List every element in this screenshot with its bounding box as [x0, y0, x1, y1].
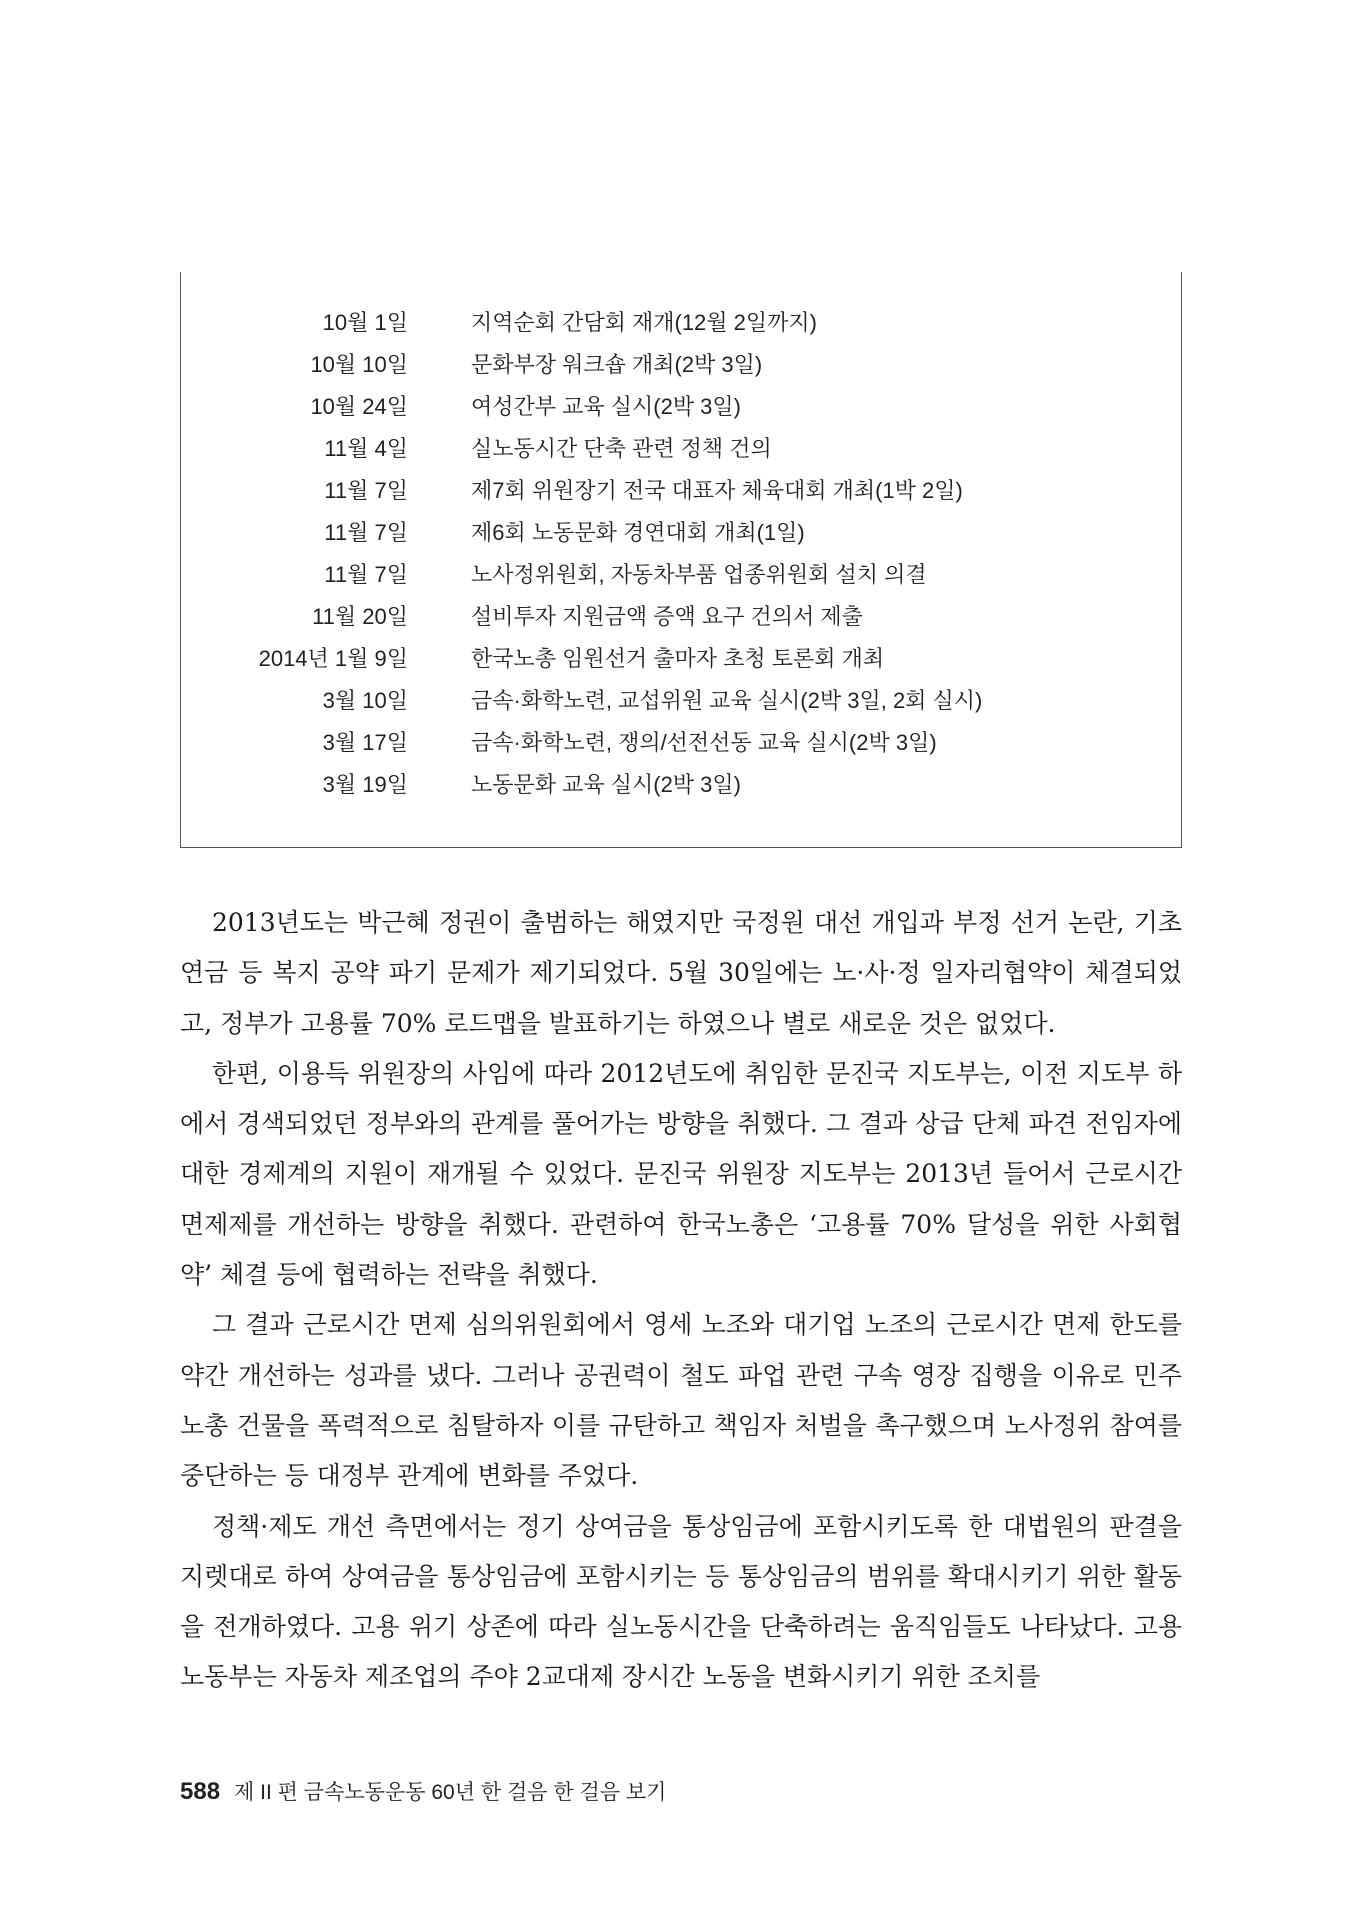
chronology-event: 여성간부 교육 실시(2박 3일): [471, 393, 741, 419]
chronology-date: 3월 17일: [322, 729, 408, 755]
chronology-row: [181, 384, 1181, 426]
chronology-event: 노동문화 교육 실시(2박 3일): [471, 771, 741, 797]
chronology-row: [181, 300, 1181, 342]
chronology-row: [181, 468, 1181, 510]
page-footer: [180, 1776, 666, 1806]
paragraph: 정책·제도 개선 측면에서는 정기 상여금을 통상임금에 포함시키도록 한 대법원의 판결을 지렛대로 하여 상여금을 통상임금에 포함시키는 등 통상임금의 범위를 확대시키기 위한 활동을 전개하였다. 고용 위기 상존에 따라 실노동시간을 단축하려는 움직임들도 나타났다. 고용노동부는 자동차 제조업의 주야 2교대제 장시간 노동을 변화시키기 위한 조치를: [180, 1511, 1182, 1692]
chronology-event: 제7회 위원장기 전국 대표자 체육대회 개최(1박 2일): [471, 477, 963, 503]
chronology-box: [180, 272, 1182, 848]
chronology-event: 설비투자 지원금액 증액 요구 건의서 제출: [471, 603, 863, 629]
chronology-date: 11월 7일: [324, 477, 408, 503]
chronology-date: 11월 20일: [312, 603, 408, 629]
chronology-date: 2014년 1월 9일: [258, 645, 408, 671]
paragraph: 그 결과 근로시간 면제 심의위원회에서 영세 노조와 대기업 노조의 근로시간 면제 한도를 약간 개선하는 성과를 냈다. 그러나 공권력이 철도 파업 관련 구속 영장 집행을 이유로 민주노총 건물을 폭력적으로 침탈하자 이를 규탄하고 책임자 처벌을 촉구했으며 노사정위 참여를 중단하는 등 대정부 관계에 변화를 주었다.: [180, 1310, 1182, 1491]
chronology-date: 10월 24일: [310, 393, 408, 419]
chronology-row: [181, 762, 1181, 804]
chronology-event: 제6회 노동문화 경연대회 개최(1일): [471, 519, 805, 545]
body-text: [180, 898, 1182, 1703]
chronology-event: 노사정위원회, 자동차부품 업종위원회 설치 의결: [471, 561, 927, 587]
running-title: 제 II 편 금속노동운동 60년 한 걸음 한 걸음 보기: [234, 1781, 667, 1804]
chronology-row: [181, 510, 1181, 552]
chronology-event: 금속·화학노련, 교섭위원 교육 실시(2박 3일, 2회 실시): [471, 687, 983, 713]
chronology-list: [181, 300, 1181, 804]
chronology-row: [181, 594, 1181, 636]
chronology-row: [181, 342, 1181, 384]
paragraph: 2013년도는 박근혜 정권이 출범하는 해였지만 국정원 대선 개입과 부정 선거 논란, 기초연금 등 복지 공약 파기 문제가 제기되었다. 5월 30일에는 노·사·정 일자리협약이 체결되었고, 정부가 고용률 70% 로드맵을 발표하기는 하였으나 별로 새로운 것은 없었다.: [180, 908, 1182, 1038]
chronology-date: 10월 10일: [310, 351, 408, 377]
chronology-row: [181, 426, 1181, 468]
chronology-event: 지역순회 간담회 재개(12월 2일까지): [471, 309, 817, 335]
chronology-date: 11월 4일: [324, 435, 408, 461]
chronology-date: 10월 1일: [322, 309, 408, 335]
paragraph: 한편, 이용득 위원장의 사임에 따라 2012년도에 취임한 문진국 지도부는, 이전 지도부 하에서 경색되었던 정부와의 관계를 풀어가는 방향을 취했다. 그 결과 상급 단체 파견 전임자에 대한 경제계의 지원이 재개될 수 있었다. 문진국 위원장 지도부는 2013년 들어서 근로시간 면제제를 개선하는 방향을 취했다. 관련하여 한국노총은 ‘고용률 70% 달성을 위한 사회협약’ 체결 등에 협력하는 전략을 취했다.: [180, 1058, 1182, 1290]
chronology-event: 문화부장 워크숍 개최(2박 3일): [471, 351, 763, 377]
chronology-event: 실노동시간 단축 관련 정책 건의: [471, 435, 772, 461]
chronology-date: 3월 19일: [322, 771, 408, 797]
chronology-date: 11월 7일: [324, 519, 408, 545]
chronology-date: 3월 10일: [322, 687, 408, 713]
chronology-row: [181, 636, 1181, 678]
chronology-row: [181, 720, 1181, 762]
chronology-date: 11월 7일: [324, 561, 408, 587]
chronology-row: [181, 552, 1181, 594]
chronology-event: 금속·화학노련, 쟁의/선전선동 교육 실시(2박 3일): [471, 729, 937, 755]
chronology-row: [181, 678, 1181, 720]
page-number: 588: [180, 1778, 221, 1805]
chronology-event: 한국노총 임원선거 출마자 초청 토론회 개최: [471, 645, 885, 671]
